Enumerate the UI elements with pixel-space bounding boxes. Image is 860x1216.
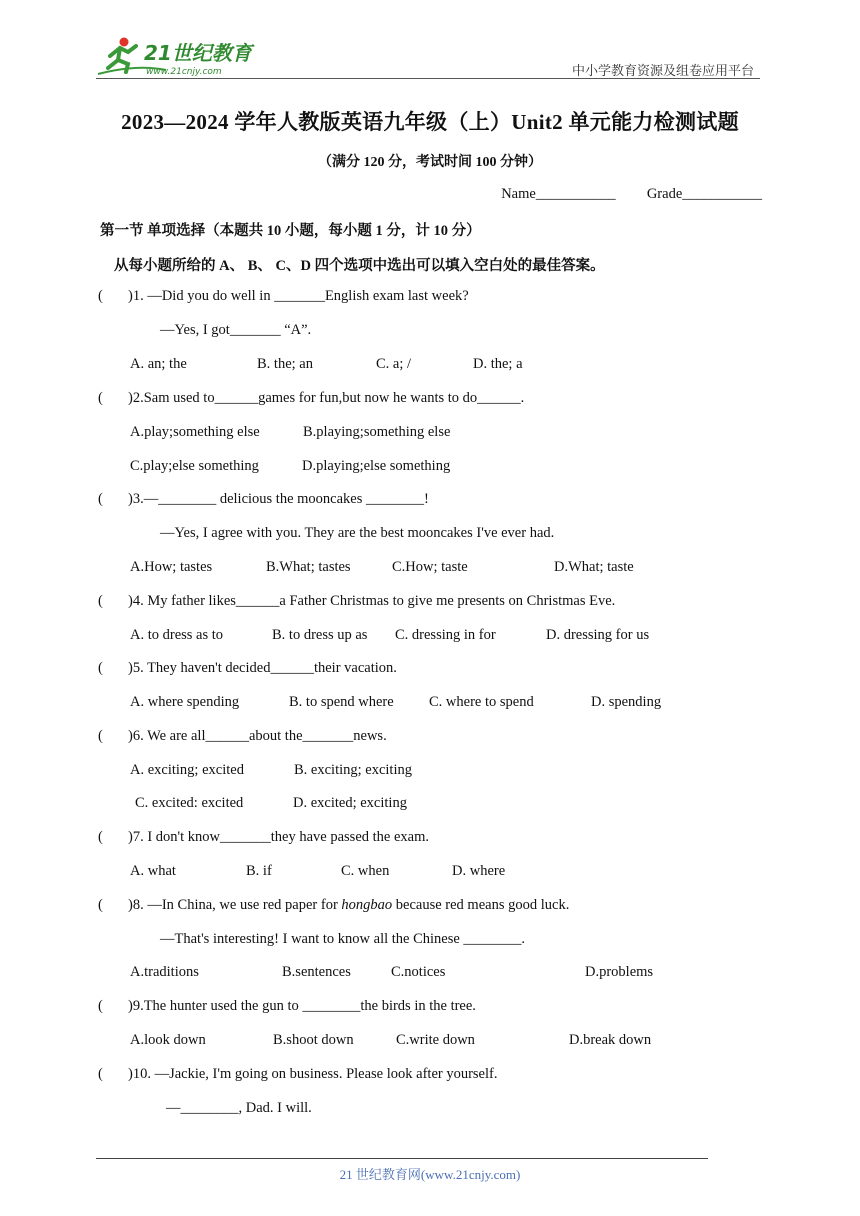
question-4: ( )4. My father likes______a Father Christmas to give me presents on Christmas Eve. [98, 593, 616, 609]
question-5: ( )5. They haven't decided______their vacation. [98, 660, 397, 676]
q3-option-d: D.What; taste [554, 559, 634, 575]
q8-option-a: A.traditions [130, 964, 199, 980]
question-9: ( )9.The hunter used the gun to ________the birds in the tree. [98, 998, 476, 1014]
name-field-label: Name___________ [501, 186, 616, 202]
question-8: ( )8. —In China, we use red paper for hongbao because red means good luck. [98, 897, 570, 913]
question-1-reply: —Yes, I got_______ “A”. [160, 322, 312, 338]
platform-name: 中小学教育资源及组卷应用平台 [571, 63, 754, 78]
q9-option-d: D.break down [569, 1032, 652, 1048]
q3-option-c: C.How; taste [392, 559, 468, 575]
question-2: ( )2.Sam used to______games for fun,but now he wants to do______. [98, 390, 525, 406]
q5-option-b: B. to spend where [289, 694, 394, 710]
section-instruction: 从每小题所给的 A、 B、 C、D 四个选项中选出可以填入空白处的最佳答案。 [114, 258, 605, 274]
q4-option-c: C. dressing in for [395, 627, 496, 643]
question-6: ( )6. We are all______about the_______news. [98, 728, 387, 744]
q4-option-d: D. dressing for us [546, 627, 650, 643]
exam-title: 2023—2024 学年人教版英语九年级（上）Unit2 单元能力检测试题 [121, 110, 739, 134]
question-7: ( )7. I don't know_______they have passed the exam. [98, 829, 430, 845]
q9-option-a: A.look down [130, 1032, 206, 1048]
footer-divider [96, 1158, 708, 1159]
question-1: ( )1. —Did you do well in _______English exam last week? [98, 288, 469, 304]
question-3: ( )3.—________ delicious the mooncakes ________! [98, 491, 429, 507]
q8-option-b: B.sentences [282, 964, 351, 980]
q6-option-b: B. exciting; exciting [294, 762, 412, 778]
q1-option-b: B. the; an [257, 356, 313, 372]
q9-option-b: B.shoot down [273, 1032, 354, 1048]
q3-option-b: B.What; tastes [266, 559, 351, 575]
q5-option-d: D. spending [591, 694, 662, 710]
svg-text:21世纪教育: 21世纪教育 [144, 41, 252, 65]
q8-option-d: D.problems [585, 964, 654, 980]
site-logo [96, 34, 256, 78]
section-heading: 第一节 单项选择（本题共 10 小题，每小题 1 分，计 10 分） [100, 223, 481, 239]
grade-field-label: Grade___________ [646, 186, 762, 202]
hongbao-term: hongbao [341, 897, 393, 913]
exam-subtitle: （满分 120 分，考试时间 100 分钟） [318, 155, 542, 170]
q2-option-d: D.playing;else something [302, 458, 451, 474]
q2-option-c: C.play;else something [130, 458, 259, 474]
q7-option-b: B. if [246, 863, 272, 879]
question-8-reply: —That's interesting! I want to know all the Chinese ________. [160, 931, 526, 947]
q8-option-c: C.notices [391, 964, 446, 980]
svg-text:www.21cnjy.com: www.21cnjy.com [146, 67, 222, 77]
q9-option-c: C.write down [396, 1032, 475, 1048]
q1-option-a: A. an; the [130, 356, 187, 372]
q5-option-a: A. where spending [130, 694, 240, 710]
question-10: ( )10. —Jackie, I'm going on business. Please look after yourself. [98, 1066, 498, 1082]
q7-option-c: C. when [341, 863, 390, 879]
q6-option-d: D. excited; exciting [293, 795, 407, 811]
q4-option-b: B. to dress up as [272, 627, 368, 643]
q7-option-d: D. where [452, 863, 506, 879]
question-10-reply: —________, Dad. I will. [166, 1100, 312, 1116]
name-grade-line [501, 186, 762, 203]
q4-option-a: A. to dress as to [130, 627, 224, 643]
footer-link[interactable]: 21 世纪教育网(www.21cnjy.com) [339, 1167, 521, 1182]
q5-option-c: C. where to spend [429, 694, 534, 710]
q3-option-a: A.How; tastes [130, 559, 213, 575]
question-3-reply: —Yes, I agree with you. They are the best mooncakes I've ever had. [160, 525, 555, 541]
q6-option-c: C. excited: excited [135, 795, 244, 811]
q1-option-d: D. the; a [473, 356, 523, 372]
header-divider [96, 78, 760, 79]
q2-option-a: A.play;something else [130, 424, 260, 440]
q2-option-b: B.playing;something else [303, 424, 451, 440]
q7-option-a: A. what [130, 863, 176, 879]
q6-option-a: A. exciting; excited [130, 762, 244, 778]
q1-option-c: C. a; / [376, 356, 412, 372]
